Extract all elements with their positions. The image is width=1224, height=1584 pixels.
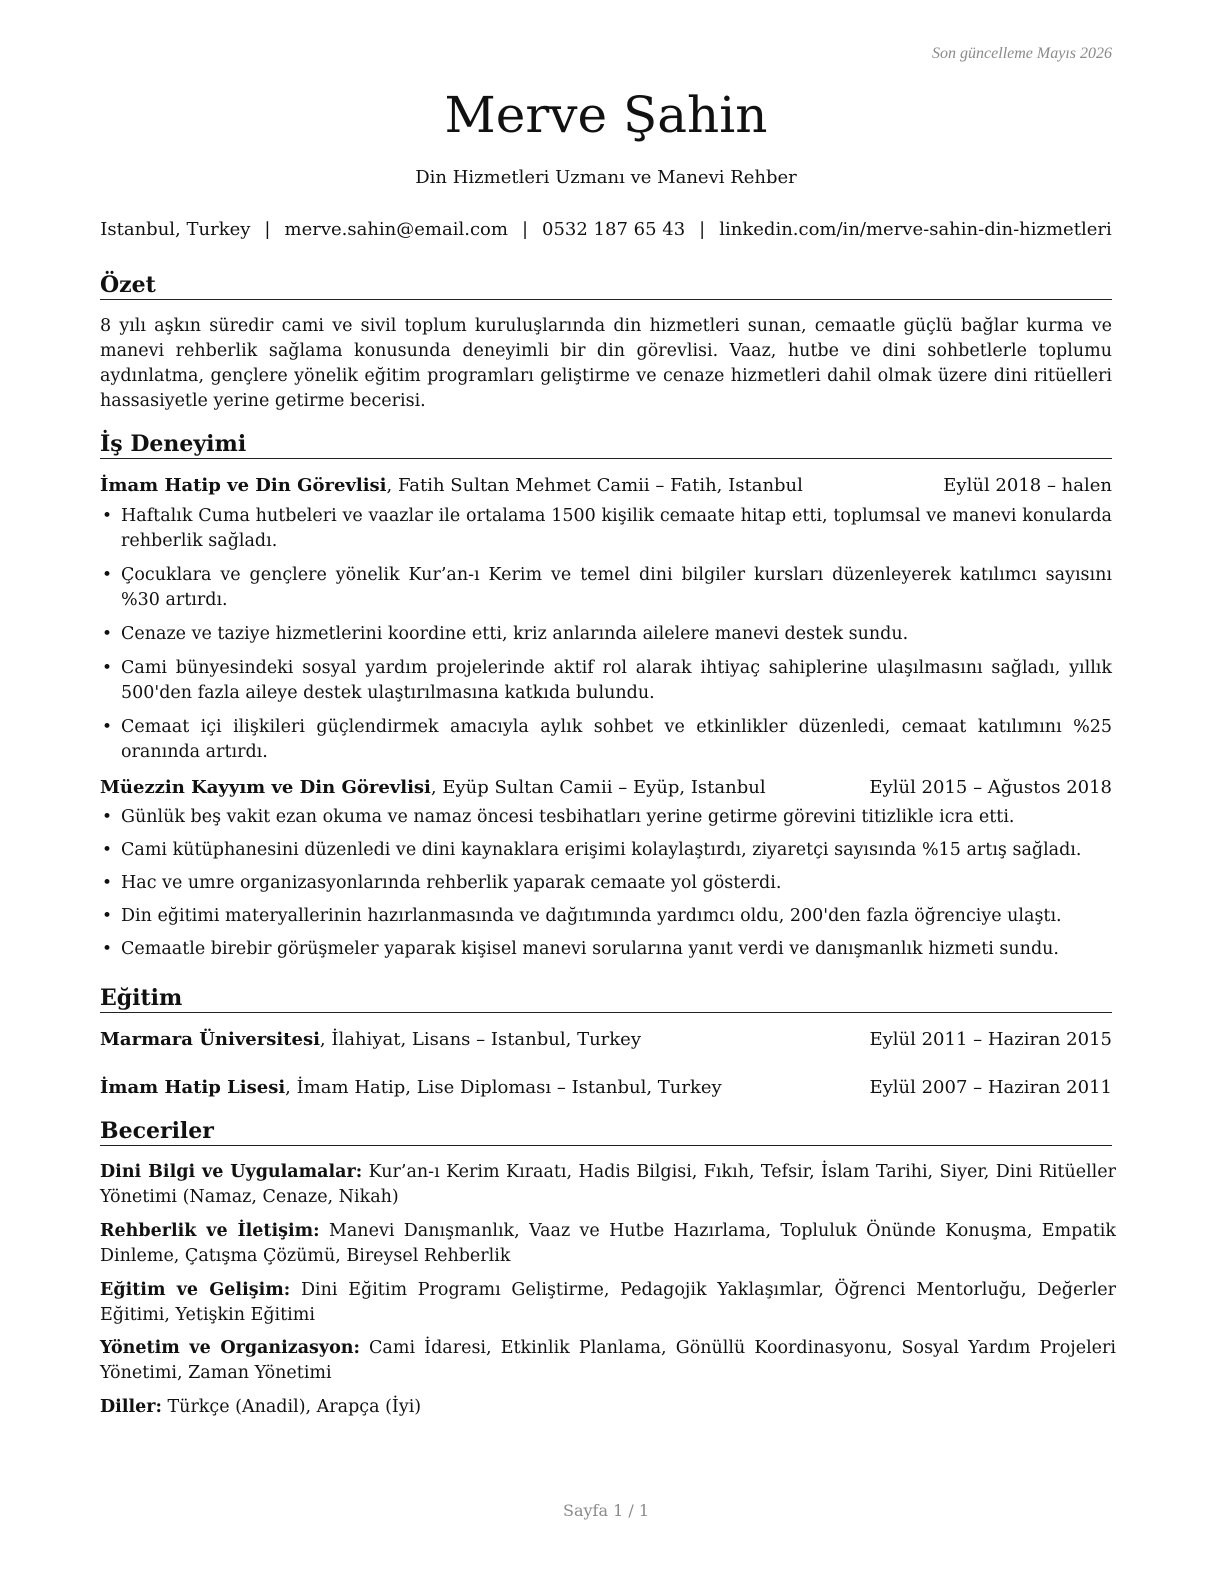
job-bullets [100,504,1112,765]
bullet-item: • Çocuklara ve gençlere yönelik Kur’an-ı Kerim ve temel dini bilgiler kursları düzenleyerek katılımcı sayısını %30 artırdı. [100,563,1112,613]
skill-text: Kur’an-ı Kerim Kıraatı, Hadis Bilgisi, Fıkıh, Tefsir, İslam Tarihi, Siyer, Dini Ritüeller Yönetimi (Namaz, Cenaze, Nikah) [100,1162,1116,1207]
education-dates: Eylül 2011 – Haziran 2015 [869,1029,1112,1050]
skill-label: Eğitim ve Gelişim: [100,1280,291,1300]
page-number: Sayfa 1 / 1 [562,1501,649,1520]
skill-label: Yönetim ve Organizasyon: [100,1338,360,1358]
bullet-item: • Hac ve umre organizasyonlarında rehberlik yaparak cemaate yol gösterdi. [100,871,1112,896]
bullet-item: • Cami kütüphanesini düzenledi ve dini kaynaklara erişimi kolaylaştırdı, ziyaretçi sayısında %15 artış sağladı. [100,838,1112,863]
education-school: İmam Hatip Lisesi [100,1077,286,1098]
education-row [100,1027,1112,1053]
job-bullets [100,805,1112,962]
summary-text: 8 yılı aşkın süredir cami ve sivil toplum kuruluşlarında din hizmetleri sunan, cemaatle güçlü bağlar kurma ve manevi rehberlik sağlama konusunda deneyimli bir din görevlisi. Vaaz, hutbe ve dini sohbetlerle toplumu aydınlatma, gençlere yönelik eğitim programları geliştirme ve cenaze hizmetleri dahil olmak üzere dini ritüelleri hassasiyetle yerine getirme becerisi. [100,316,1112,411]
last-updated: Son güncelleme Mayıs 2026 [932,45,1112,62]
job-header [100,775,1112,801]
skill-group [100,1219,1116,1269]
education-school: Marmara Üniversitesi [100,1029,320,1050]
skill-group [100,1336,1116,1386]
contact-separator: | [521,219,529,240]
skill-text: Türkçe (Anadil), Arapça (İyi) [161,1397,422,1417]
contact-separator: | [699,219,706,240]
education-dates: Eylül 2007 – Haziran 2011 [869,1077,1112,1098]
education-detail: , İmam Hatip, Lise Diploması – Istanbul, Turkey [285,1077,722,1098]
bullet-item: • Günlük beş vakit ezan okuma ve namaz öncesi tesbihatları yerine getirme görevini titizlikle icra etti. [100,805,1112,830]
professional-title: Din Hizmetleri Uzmanı ve Manevi Rehber [415,167,797,188]
skill-group [100,1278,1116,1328]
skill-label: Dini Bilgi ve Uygulamalar: [100,1162,363,1182]
job-dates: Eylül 2015 – Ağustos 2018 [869,777,1112,798]
contact-location: Istanbul, Turkey [100,219,251,240]
bullet-item: • Cami bünyesindeki sosyal yardım projelerinde aktif rol alarak ihtiyaç sahiplerine ulaşılmasını sağladı, yıllık 500'den fazla aileye destek ulaştırılmasına katkıda bulundu. [100,656,1112,706]
skill-group [100,1160,1116,1210]
education-detail: , İlahiyat, Lisans – Istanbul, Turkey [319,1029,641,1050]
job-dates: Eylül 2018 – halen [943,475,1112,496]
bullet-item: • Haftalık Cuma hutbeleri ve vaazlar ile ortalama 1500 kişilik cemaate hitap etti, toplumsal ve manevi konularda rehberlik sağladı. [100,504,1112,554]
bullet-item: • Din eğitimi materyallerinin hazırlanmasında ve dağıtımında yardımcı oldu, 200'den fazla öğrenciye ulaştı. [100,904,1112,929]
job-place: , Fatih Sultan Mehmet Camii – Fatih, Istanbul [386,475,803,496]
bullet-item: • Cemaat içi ilişkileri güçlendirmek amacıyla aylık sohbet ve etkinlikler düzenledi, cemaat katılımını %25 oranında artırdı. [100,715,1112,765]
skill-text: Manevi Danışmanlık, Vaaz ve Hutbe Hazırlama, Topluluk Önünde Konuşma, Empatik Dinleme, Çatışma Çözümü, Bireysel Rehberlik [100,1221,1116,1266]
contact-line [100,219,1112,240]
skill-text: Cami İdaresi, Etkinlik Planlama, Gönüllü Koordinasyonu, Sosyal Yardım Projeleri Yönetimi, Zaman Yönetimi [100,1338,1116,1383]
resume-page [100,0,1117,1584]
education-row [100,1075,1112,1101]
job-role: İmam Hatip ve Din Görevlisi [100,475,387,496]
section-heading-education: Eğitim [100,984,1112,1013]
job-header [100,473,1112,499]
skill-label: Rehberlik ve İletişim: [100,1221,320,1241]
section-heading-skills: Beceriler [100,1117,1112,1146]
skill-group [100,1395,1116,1420]
section-heading-experience: İş Deneyimi [100,430,1112,459]
section-heading-summary: Özet [100,271,1112,300]
bullet-item: • Cenaze ve taziye hizmetlerini koordine etti, kriz anlarında ailelere manevi destek sundu. [100,622,1112,647]
contact-phone: 0532 187 65 43 [542,219,686,240]
contact-linkedin[interactable]: linkedin.com/in/merve-sahin-din-hizmetleri [719,219,1112,240]
person-name: Merve Şahin [444,86,768,144]
contact-separator: | [264,219,271,240]
job-role: Müezzin Kayyım ve Din Görevlisi [100,777,431,798]
skill-label: Diller: [100,1397,162,1417]
contact-email[interactable]: merve.sahin@email.com [284,219,508,240]
bullet-item: • Cemaatle birebir görüşmeler yaparak kişisel manevi sorularına yanıt verdi ve danışmanlık hizmeti sundu. [100,937,1112,962]
skill-text: Dini Eğitim Programı Geliştirme, Pedagojik Yaklaşımlar, Öğrenci Mentorluğu, Değerler Eğitimi, Yetişkin Eğitimi [100,1280,1117,1325]
job-place: , Eyüp Sultan Camii – Eyüp, Istanbul [430,777,766,798]
